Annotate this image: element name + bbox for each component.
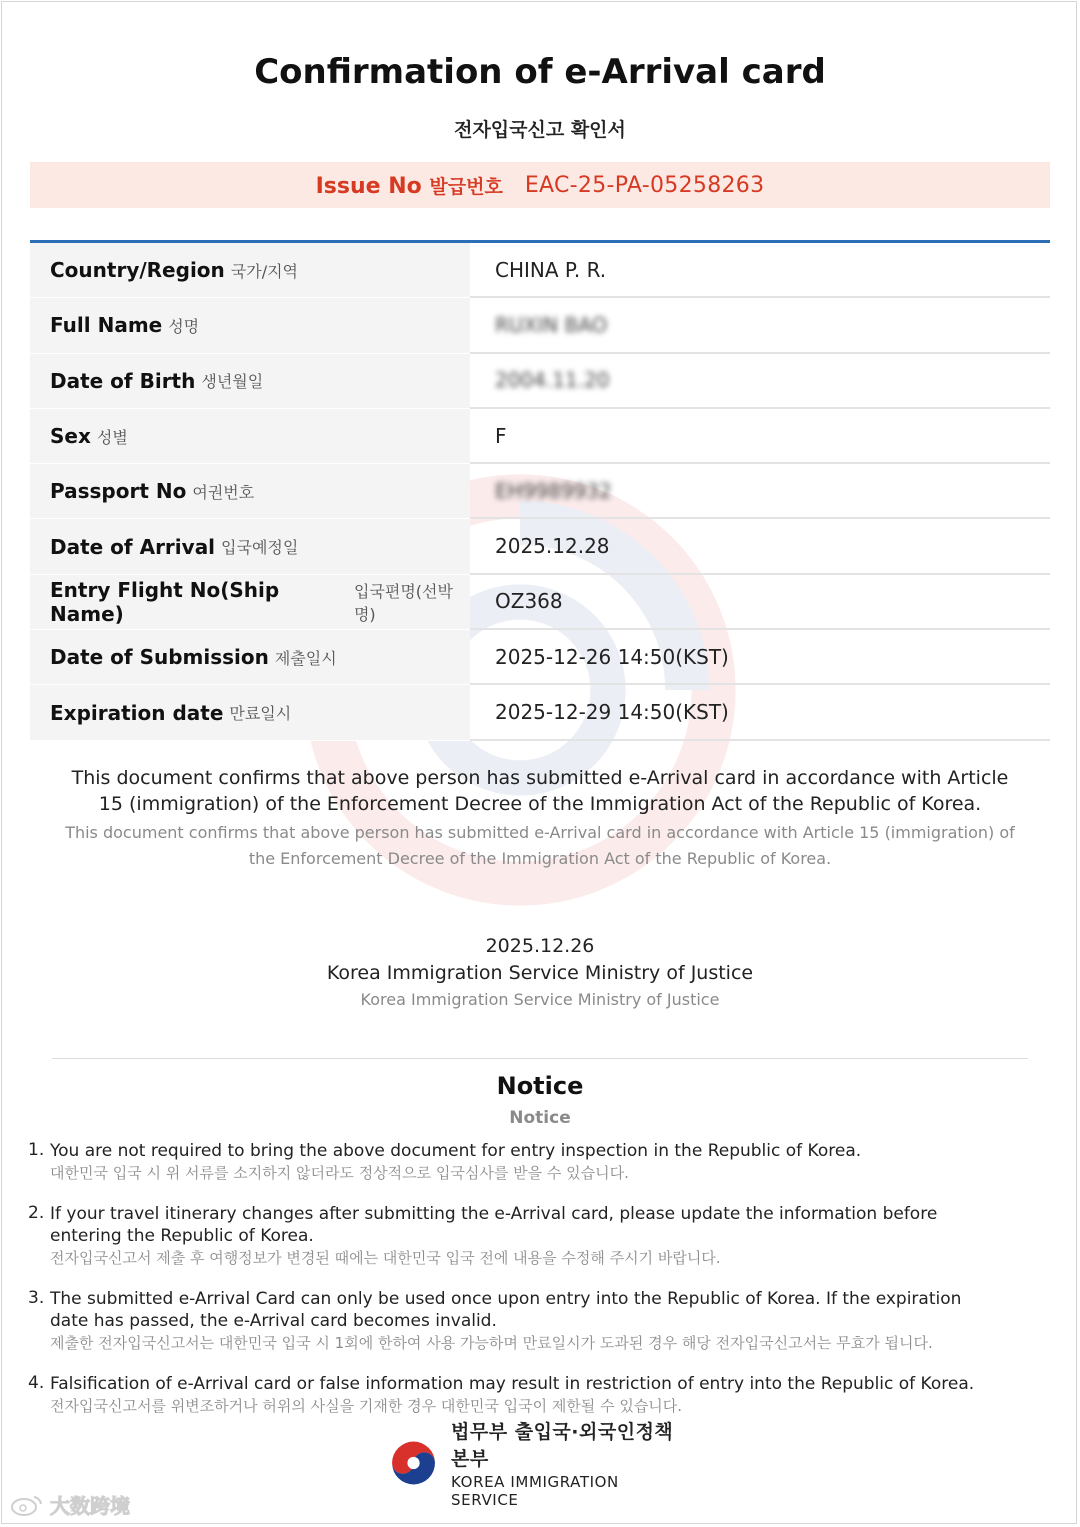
table-row	[30, 630, 1050, 685]
page-title: Confirmation of e-Arrival card	[254, 52, 826, 92]
weibo-icon	[10, 1494, 44, 1516]
flight-no-value: OZ368	[470, 575, 1050, 630]
issue-number: EAC-25-PA-05258263	[524, 172, 765, 198]
field-label: Full Name 성명	[30, 298, 470, 353]
source-watermark	[10, 1490, 130, 1519]
issue-number-bar	[30, 162, 1050, 208]
passport-no-value: EH9989932	[470, 464, 1050, 519]
sex-value: F	[470, 409, 1050, 464]
notice-subtitle: Notice	[509, 1108, 571, 1128]
list-item	[28, 1140, 988, 1184]
notice-text-ko: 전자입국신고서 제출 후 여행정보가 변경된 때에는 대한민국 입국 전에 내용을 수정해 주시기 바랍니다.	[50, 1249, 721, 1267]
notice-text-ko: 대한민국 입국 시 위 서류를 소지하지 않더라도 정상적으로 입국심사를 받을 수 있습니다.	[50, 1164, 629, 1182]
confirmation-statement-secondary: This document confirms that above person has submitted e-Arrival card in accordance with Article 15 (immigration) of the Enforcement Decree of the Immigration Act of the Republic of Korea.	[65, 823, 1015, 868]
list-item	[28, 1203, 988, 1269]
table-row	[30, 519, 1050, 574]
table-row	[30, 298, 1050, 353]
notice-text: If your travel itinerary changes after submitting the e-Arrival card, please update the information before entering the Republic of Korea.	[50, 1204, 938, 1246]
issuing-authority-secondary: Korea Immigration Service Ministry of Justice	[360, 990, 720, 1009]
confirmation-statement: This document confirms that above person has submitted e-Arrival card in accordance with Article 15 (immigration) of the Enforcement Decree of the Immigration Act of the Republic of Korea.	[71, 767, 1009, 815]
notice-number: 3.	[28, 1288, 45, 1308]
notice-number: 2.	[28, 1203, 45, 1223]
table-row	[30, 685, 1050, 740]
footer-org-ko: 법무부 출입국·외국인정책본부	[451, 1421, 674, 1470]
notice-text: Falsification of e-Arrival card or false information may result in restriction of entry into the Republic of Korea.	[50, 1374, 975, 1394]
list-item	[28, 1288, 988, 1354]
full-name-value: RUXIN BAO	[470, 298, 1050, 353]
page-subtitle: 전자입국신고 확인서	[454, 119, 626, 141]
field-label: Expiration date 만료일시	[30, 685, 470, 740]
country-value: CHINA P. R.	[470, 243, 1050, 298]
divider	[52, 1058, 1028, 1059]
info-table	[30, 240, 1050, 741]
notice-text-ko: 제출한 전자입국신고서는 대한민국 입국 시 1회에 한하여 사용 가능하며 만료일시가 도과된 경우 해당 전자입국신고서는 무효가 됩니다.	[50, 1334, 933, 1352]
field-label: Entry Flight No(Ship Name) 입국편명(선박명)	[30, 575, 470, 630]
source-watermark-text: 大数跨境	[50, 1494, 130, 1518]
notice-title: Notice	[496, 1072, 584, 1100]
list-item	[28, 1373, 988, 1417]
korea-emblem-icon	[388, 1435, 439, 1491]
issue-label	[316, 172, 503, 199]
table-row	[30, 575, 1050, 630]
field-label: Sex 성별	[30, 409, 470, 464]
notice-list	[28, 1140, 988, 1436]
issue-label-ko: 발급번호	[429, 175, 503, 198]
notice-text: The submitted e-Arrival Card can only be used once upon entry into the Republic of Korea. If the expiration date has passed, the e-Arrival card becomes invalid.	[50, 1289, 962, 1331]
issue-label-en: Issue No	[315, 173, 422, 199]
date-of-birth-value: 2004.11.20	[470, 354, 1050, 409]
arrival-date-value: 2025.12.28	[470, 519, 1050, 574]
issue-date: 2025.12.26	[485, 935, 595, 957]
field-label: Date of Birth 생년월일	[30, 354, 470, 409]
field-label: Country/Region 국가/지역	[30, 243, 470, 298]
submission-date-value: 2025-12-26 14:50(KST)	[470, 630, 1050, 685]
table-row	[30, 409, 1050, 464]
field-label: Passport No 여권번호	[30, 464, 470, 519]
table-row	[30, 243, 1050, 298]
notice-number: 1.	[28, 1140, 45, 1160]
field-label: Date of Arrival 입국예정일	[30, 519, 470, 574]
field-label: Date of Submission 제출일시	[30, 630, 470, 685]
notice-text: You are not required to bring the above document for entry inspection in the Republic of Korea.	[50, 1141, 862, 1161]
expiration-date-value: 2025-12-29 14:50(KST)	[470, 685, 1050, 740]
issuing-authority: Korea Immigration Service Ministry of Justice	[326, 962, 754, 984]
table-row	[30, 464, 1050, 519]
footer-org-en: KOREA IMMIGRATION SERVICE	[451, 1473, 619, 1509]
notice-number: 4.	[28, 1373, 45, 1393]
notice-text-ko: 전자입국신고서를 위변조하거나 허위의 사실을 기재한 경우 대한민국 입국이 제한될 수 있습니다.	[50, 1397, 683, 1415]
table-row	[30, 354, 1050, 409]
footer-org	[451, 1417, 688, 1509]
footer-logo	[388, 1421, 688, 1509]
